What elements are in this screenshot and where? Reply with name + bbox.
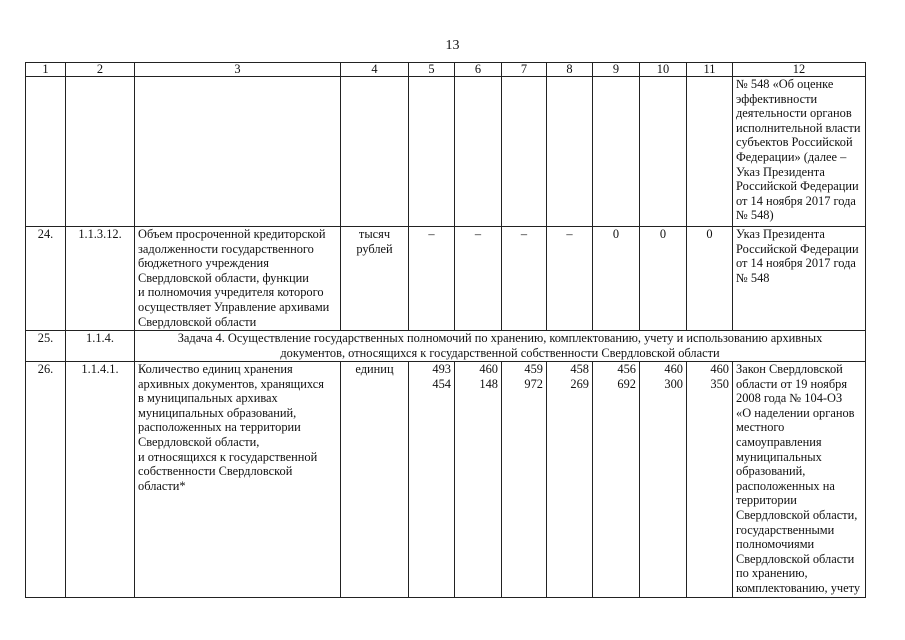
text-line: территории <box>736 493 797 508</box>
value-cell: 493 454 <box>409 362 455 598</box>
column-number: 2 <box>66 63 135 77</box>
value-cell: 460 148 <box>455 362 502 598</box>
value-cell: 459 972 <box>502 362 547 598</box>
value-cell: 0 <box>593 227 640 331</box>
value-cell <box>502 77 547 227</box>
page-number: 13 <box>445 38 460 53</box>
text-line: № 548) <box>736 208 774 223</box>
text-line: исполнительной власти <box>736 120 861 135</box>
column-number: 10 <box>640 63 687 77</box>
row-code: 1.1.4.1. <box>66 362 135 598</box>
text-line: Объем просроченной кредиторской <box>138 227 326 241</box>
text-line: области от 19 ноября <box>736 376 848 391</box>
unit <box>341 77 409 227</box>
column-number: 9 <box>593 63 640 77</box>
value-cell: – <box>547 227 593 331</box>
text-line: субъектов Российской <box>736 135 853 150</box>
value-cell: – <box>409 227 455 331</box>
unit: единиц <box>341 362 409 598</box>
column-number: 5 <box>409 63 455 77</box>
row-code: 1.1.4. <box>66 331 135 362</box>
text-line: эффективности <box>736 91 818 106</box>
text-line: Свердловской области, функции <box>138 270 309 285</box>
text-line: и относящихся к государственной <box>138 449 318 464</box>
table-row <box>26 362 866 598</box>
text-line: муниципальных образований, <box>138 405 297 420</box>
value-cell: 456 692 <box>593 362 640 598</box>
text-line: Российской Федерации <box>736 241 859 256</box>
task-heading <box>135 331 866 362</box>
row-number: 26. <box>26 362 66 598</box>
value-cell <box>409 77 455 227</box>
table-row <box>26 227 866 331</box>
text-line: полномочиями <box>736 537 815 552</box>
unit <box>341 227 409 331</box>
column-numbers-row <box>26 63 866 77</box>
text-line: образований, <box>736 464 806 479</box>
text-line: собственности Свердловской <box>138 464 293 479</box>
column-number: 3 <box>135 63 341 77</box>
text-line: Количество единиц хранения <box>138 362 293 376</box>
value-cell <box>455 77 502 227</box>
value-cell: – <box>502 227 547 331</box>
text-line: Свердловской области <box>138 314 257 329</box>
text-line: от 14 ноября 2017 года <box>736 256 856 271</box>
text-line: «О наделении органов <box>736 405 855 420</box>
text-line: Российской Федерации <box>736 179 859 194</box>
text-line: Свердловской области, <box>736 507 858 522</box>
text-line: документов, относящихся к государственной собственности Свердловской области <box>280 345 720 360</box>
column-number: 11 <box>687 63 733 77</box>
value-cell: – <box>455 227 502 331</box>
text-line: комплектованию, учету <box>736 580 861 595</box>
text-line: 2008 года № 104-ОЗ <box>736 391 843 406</box>
text-line: Федерации» (далее – <box>736 149 847 164</box>
text-line: и полномочия учредителя которого <box>138 285 324 300</box>
column-number: 6 <box>455 63 502 77</box>
row-code: 1.1.3.12. <box>66 227 135 331</box>
text-line: в муниципальных архивах <box>138 391 278 406</box>
row-number <box>26 77 66 227</box>
table-row <box>26 77 866 227</box>
indicator-name <box>135 227 341 331</box>
text-line: Закон Свердловской <box>736 362 843 376</box>
row-number: 25. <box>26 331 66 362</box>
text-line: № 548 «Об оценке <box>736 77 834 91</box>
source-text <box>733 227 866 331</box>
text-line: № 548 <box>736 270 770 285</box>
text-line: расположенных на территории <box>138 420 301 435</box>
indicator-name <box>135 362 341 598</box>
text-line: деятельности органов <box>736 106 852 121</box>
value-cell <box>687 77 733 227</box>
column-number: 4 <box>341 63 409 77</box>
text-line: муниципальных <box>736 449 822 464</box>
text-line: архивных документов, хранящихся <box>138 376 324 391</box>
row-code <box>66 77 135 227</box>
indicator-name <box>135 77 341 227</box>
text-line: самоуправления <box>736 434 822 449</box>
value-cell: 0 <box>687 227 733 331</box>
column-number: 7 <box>502 63 547 77</box>
value-cell <box>593 77 640 227</box>
text-line: рублей <box>356 241 393 256</box>
text-line: от 14 ноября 2017 года <box>736 193 856 208</box>
text-line: Указ Президента <box>736 164 825 179</box>
text-line: расположенных на <box>736 478 835 493</box>
value-cell <box>547 77 593 227</box>
text-line: Указ Президента <box>736 227 825 241</box>
value-cell: 460 300 <box>640 362 687 598</box>
value-cell: 460 350 <box>687 362 733 598</box>
column-number: 8 <box>547 63 593 77</box>
text-line: осуществляет Управление архивами <box>138 299 330 314</box>
text-line: Свердловской области <box>736 551 855 566</box>
text-line: области* <box>138 478 186 493</box>
text-line: Свердловской области, <box>138 434 260 449</box>
text-line: государственными <box>736 522 835 537</box>
column-number: 1 <box>26 63 66 77</box>
value-cell <box>640 77 687 227</box>
source-text <box>733 77 866 227</box>
column-number: 12 <box>733 63 866 77</box>
source-text <box>733 362 866 598</box>
text-line: местного <box>736 420 785 435</box>
text-line: тысяч <box>358 227 391 241</box>
text-line: бюджетного учреждения <box>138 256 269 271</box>
value-cell: 0 <box>640 227 687 331</box>
row-number: 24. <box>26 227 66 331</box>
text-line: задолженности государственного <box>138 241 314 256</box>
value-cell: 458 269 <box>547 362 593 598</box>
table-row <box>26 331 866 362</box>
indicators-table <box>25 62 866 598</box>
text-line: по хранению, <box>736 566 808 581</box>
text-line: Задача 4. Осуществление государственных полномочий по хранению, комплектованию, учету и использованию архивных <box>177 331 823 345</box>
